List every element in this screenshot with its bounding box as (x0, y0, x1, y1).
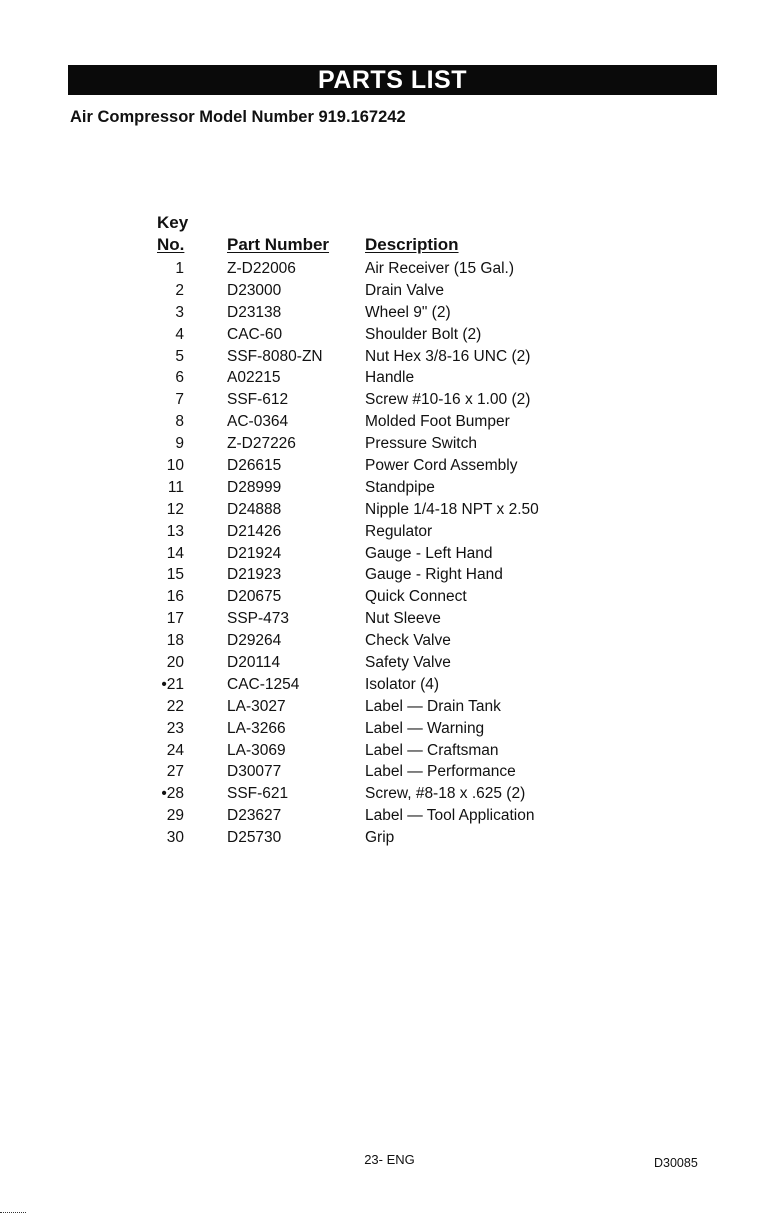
table-row (0, 433, 779, 455)
table-row (0, 608, 779, 630)
key-number: 4 (175, 325, 184, 343)
table-row (0, 258, 779, 280)
table-row (0, 564, 779, 586)
part-number: D21924 (227, 544, 282, 562)
part-number: D23000 (227, 281, 282, 299)
part-number: Z-D22006 (227, 260, 296, 277)
table-row (0, 586, 779, 608)
part-description: Safety Valve (365, 654, 451, 672)
key-number: 7 (175, 391, 184, 409)
table-row (0, 652, 779, 674)
document-code: D30085 (654, 1156, 698, 1170)
table-row (0, 280, 779, 302)
part-description: Label — Tool Application (365, 807, 535, 825)
divider (0, 1212, 26, 1213)
part-description: Nut Sleeve (365, 610, 441, 628)
key-number: 18 (166, 632, 184, 650)
key-number: 12 (166, 500, 184, 518)
table-row (0, 411, 779, 433)
part-description: Power Cord Assembly (365, 457, 518, 475)
table-row (0, 346, 779, 368)
part-description: Regulator (365, 522, 433, 540)
model-subtitle: Air Compressor Model Number 919.167242 (70, 108, 406, 126)
table-row (0, 827, 779, 849)
part-number: SSF-612 (227, 391, 289, 409)
key-number: 14 (166, 544, 184, 562)
part-description: Molded Foot Bumper (365, 413, 510, 431)
table-row (0, 761, 779, 783)
part-number: D21923 (227, 566, 282, 584)
part-description: Drain Valve (365, 281, 444, 299)
page-title: PARTS LIST (68, 65, 717, 95)
part-description: Gauge - Right Hand (365, 566, 503, 584)
part-number: D28999 (227, 478, 282, 496)
part-description: Handle (365, 369, 415, 387)
part-description: Isolator (4) (365, 675, 440, 693)
key-number: 15 (166, 566, 184, 584)
table-row (0, 718, 779, 740)
page-number: 23- ENG (364, 1152, 415, 1167)
table-row (0, 740, 779, 762)
part-number: SSP-473 (227, 610, 290, 628)
part-description: Shoulder Bolt (2) (365, 325, 482, 343)
table-row (0, 477, 779, 499)
key-number: 1 (175, 260, 184, 277)
part-description: Label — Warning (365, 719, 485, 737)
key-number: 22 (166, 697, 184, 715)
key-number: •28 (161, 785, 184, 803)
part-description: Pressure Switch (365, 435, 477, 453)
part-description: Wheel 9" (2) (365, 303, 451, 321)
table-row (0, 783, 779, 805)
key-number: 8 (175, 413, 184, 431)
table-row (0, 630, 779, 652)
part-number: AC-0364 (227, 413, 289, 431)
key-number: 6 (175, 369, 184, 387)
part-number: D23627 (227, 807, 282, 825)
part-number: LA-3027 (227, 697, 286, 715)
part-description: Grip (365, 829, 395, 847)
column-header-description: Description (365, 235, 459, 254)
key-number: 17 (166, 610, 184, 628)
key-number: 13 (166, 522, 184, 540)
part-number: D29264 (227, 632, 282, 650)
column-header-part-number: Part Number (227, 235, 330, 254)
part-number: LA-3266 (227, 719, 286, 737)
part-description: Quick Connect (365, 588, 467, 606)
part-number: D30077 (227, 763, 282, 781)
key-number: •21 (161, 675, 184, 693)
key-number: 16 (166, 588, 184, 606)
table-row (0, 674, 779, 696)
table-row (0, 455, 779, 477)
table-row (0, 324, 779, 346)
part-number: D20675 (227, 588, 282, 606)
part-number: D20114 (227, 654, 281, 672)
table-row (0, 696, 779, 718)
part-number: D26615 (227, 457, 282, 475)
part-number: CAC-60 (227, 325, 283, 343)
part-number: LA-3069 (227, 741, 286, 759)
key-number: 24 (166, 741, 184, 759)
key-number: 23 (166, 719, 184, 737)
table-row (0, 521, 779, 543)
part-description: Standpipe (365, 478, 435, 496)
key-number: 10 (166, 457, 184, 475)
part-description: Label — Drain Tank (365, 697, 501, 715)
part-number: A02215 (227, 369, 281, 387)
table-row (0, 367, 779, 389)
key-number: 11 (167, 478, 184, 496)
key-number: 9 (175, 435, 184, 453)
key-number: 29 (166, 807, 184, 825)
key-number: 5 (175, 347, 184, 365)
part-description: Nipple 1/4-18 NPT x 2.50 (365, 500, 539, 518)
key-number: 27 (166, 763, 184, 781)
table-row (0, 499, 779, 521)
table-row (0, 543, 779, 565)
column-header-key-no: No. (157, 235, 185, 254)
part-description: Screw #10-16 x 1.00 (2) (365, 391, 531, 409)
part-number: Z-D27226 (227, 435, 296, 453)
table-row (0, 389, 779, 411)
part-description: Check Valve (365, 632, 451, 650)
part-description: Label — Craftsman (365, 741, 499, 759)
part-number: SSF-8080-ZN (227, 347, 323, 365)
key-number: 20 (166, 654, 184, 672)
part-number: D24888 (227, 500, 282, 518)
part-number: D21426 (227, 522, 282, 540)
part-description: Air Receiver (15 Gal.) (365, 260, 515, 277)
part-description: Nut Hex 3/8-16 UNC (2) (365, 347, 531, 365)
part-description: Label — Performance (365, 763, 516, 781)
part-number: SSF-621 (227, 785, 289, 803)
table-row (0, 805, 779, 827)
key-number: 30 (166, 829, 184, 847)
part-number: CAC-1254 (227, 675, 300, 693)
key-number: 2 (175, 281, 184, 299)
part-number: D23138 (227, 303, 282, 321)
part-number: D25730 (227, 829, 282, 847)
part-description: Screw, #8-18 x .625 (2) (365, 785, 526, 803)
table-row (0, 302, 779, 324)
parts-rows (0, 258, 779, 849)
part-description: Gauge - Left Hand (365, 544, 493, 562)
column-header-key: Key (157, 213, 189, 232)
key-number: 3 (175, 303, 184, 321)
